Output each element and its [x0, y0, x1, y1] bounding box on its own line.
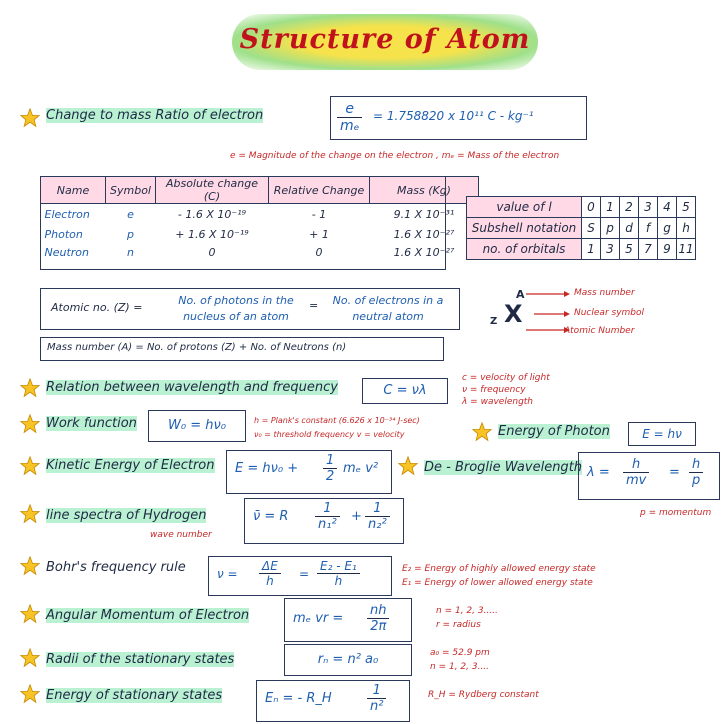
wave-number-note: wave number	[150, 530, 212, 540]
table-header: Relative Change	[268, 177, 369, 204]
table-cell: 1	[582, 239, 601, 260]
table-header: Absolute change (C)	[155, 177, 268, 204]
table-cell: 9	[658, 239, 677, 260]
charge-mass-box	[330, 96, 587, 140]
radii-label: Radii of the stationary states	[46, 652, 235, 667]
table-cell: 4	[658, 197, 677, 218]
table-header: Symbol	[106, 177, 156, 204]
kinetic-formula: E = hν₀ + $\frac{1}{2}$ mₑ v²	[226, 450, 392, 494]
table-cell: e	[127, 208, 134, 222]
star-icon	[20, 108, 40, 128]
table-cell: Electron	[44, 208, 90, 222]
table-cell: p	[601, 218, 620, 239]
table-cell: Neutron	[44, 246, 90, 259]
table-cell: 0	[582, 197, 601, 218]
table-cell: 3	[601, 239, 620, 260]
angular-note-2: r = radius	[436, 620, 481, 630]
charge-mass-note: e = Magnitude of the change on the electron , mₑ = Mass of the electron	[230, 151, 560, 161]
momentum-note: p = momentum	[640, 508, 712, 518]
table-cell: 7	[639, 239, 658, 260]
table-cell: 1.6 X 10⁻²⁷	[393, 228, 455, 241]
table-cell: Subshell notation	[467, 218, 582, 239]
angular-note-1: n = 1, 2, 3.....	[436, 606, 498, 616]
table-cell: 5	[677, 197, 696, 218]
table-cell: d	[620, 218, 639, 239]
star-icon	[20, 504, 40, 524]
page-title: Structure of Atom	[232, 14, 538, 70]
broglie-label: De - Broglie Wavelength	[424, 460, 583, 475]
table-cell: S	[582, 218, 601, 239]
table-cell: p	[127, 228, 134, 241]
relation-notes: c = velocity of light ν = frequency λ = wavelength	[462, 373, 550, 407]
bohr-label: Bohr's frequency rule	[46, 560, 186, 575]
table-cell: 1	[601, 197, 620, 218]
star-icon	[20, 648, 40, 668]
table-cell: f	[639, 218, 658, 239]
table-header: Mass (Kg)	[369, 177, 478, 204]
atomic-sub: Z	[490, 316, 498, 327]
nuclear-symbol-note: Nuclear symbol	[574, 308, 645, 318]
star-icon	[20, 556, 40, 576]
table-cell: 1.6 X 10⁻²⁷	[393, 246, 455, 259]
charge-mass-fraction: $\frac{e}{\text{mₑ}}$	[337, 101, 362, 134]
table-cell: n	[127, 246, 134, 259]
charge-mass-value: = 1.758820 x 10¹¹ C - kg⁻¹	[373, 109, 534, 123]
table-cell: 5	[620, 239, 639, 260]
table-cell: 0	[208, 246, 216, 259]
particle-table-frame	[40, 176, 446, 270]
bohr-note-2: E₁ = Energy of lower allowed energy state	[402, 578, 593, 588]
table-cell: h	[677, 218, 696, 239]
table-header: Name	[41, 177, 106, 204]
table-cell: + 1	[309, 228, 329, 241]
star-icon	[20, 378, 40, 398]
relation-formula: C = νλ	[362, 378, 448, 404]
table-cell: 9.1 X 10⁻³¹	[393, 208, 455, 222]
table-cell: Photon	[44, 228, 83, 241]
table-cell: - 1	[311, 208, 327, 222]
table-cell: 11	[677, 239, 696, 260]
atomic-number-box	[40, 288, 460, 330]
radii-note-2: n = 1, 2, 3....	[430, 662, 490, 672]
charge-mass-label: Change to mass Ratio of electron	[46, 108, 264, 123]
table-cell: no. of orbitals	[467, 239, 582, 260]
mass-number-note: Mass number	[574, 288, 635, 298]
atomic-number-part1: No. of photons in the nucleus of an atom	[178, 294, 294, 323]
broglie-formula: λ = $\frac{h}{mv}$ = $\frac{h}{p}$	[578, 452, 720, 500]
radii-formula: rₙ = n² a₀	[284, 644, 412, 676]
work-formula: W₀ = hν₀	[148, 410, 246, 442]
angular-formula: mₑ vr = $\frac{nh}{2\pi}$	[284, 598, 412, 642]
nuclear-symbol-diagram	[488, 282, 658, 338]
mass-number-text: Mass number (A) = No. of protons (Z) + No. of Neutrons (n)	[47, 342, 347, 353]
bohr-note-1: E₂ = Energy of highly allowed energy state	[402, 564, 596, 574]
table-cell: 3	[639, 197, 658, 218]
kinetic-label: Kinetic Energy of Electron	[46, 458, 215, 473]
star-icon	[398, 456, 418, 476]
table-cell: g	[658, 218, 677, 239]
table-cell: value of l	[467, 197, 582, 218]
atomic-number-note: Atomic Number	[564, 326, 635, 336]
star-icon	[20, 414, 40, 434]
atomic-number-part2: No. of electrons in a neutral atom	[332, 294, 444, 323]
angular-label: Angular Momentum of Electron	[46, 608, 250, 623]
atomic-number-label: Atomic no. (Z) =	[51, 301, 143, 314]
star-icon	[472, 422, 492, 442]
table-cell: + 1.6 X 10⁻¹⁹	[175, 228, 249, 241]
mass-sup: A	[516, 288, 525, 301]
atomic-number-eq: =	[309, 299, 319, 312]
energy-label: Energy of stationary states	[46, 688, 223, 703]
relation-label: Relation between wavelength and frequency	[46, 380, 338, 395]
bohr-formula: ν = $\frac{\Delta E}{h}$ = $\frac{\text{E₂ - E₁}}{h}$	[208, 556, 392, 596]
photon-label: Energy of Photon	[498, 424, 610, 439]
star-icon	[20, 456, 40, 476]
star-icon	[20, 604, 40, 624]
work-note-2: ν₀ = threshold frequency v = velocity	[254, 430, 405, 439]
mass-number-box	[40, 337, 444, 361]
work-note-1: h = Plank's constant (6.626 x 10⁻³⁴ J-sec)	[254, 416, 420, 425]
orbital-table	[466, 196, 696, 260]
line-spectra-formula: ν̄ = R $\frac{1}{\text{n₁²}}$ + $\frac{1}{\text{n₂²}}$	[244, 498, 404, 544]
table-cell: 2	[620, 197, 639, 218]
nuclear-symbol-x: X	[504, 300, 523, 328]
star-icon	[20, 684, 40, 704]
photon-formula: E = hν	[628, 422, 696, 446]
table-cell: - 1.6 X 10⁻¹⁹	[177, 208, 247, 222]
table-cell: 0	[315, 246, 323, 259]
rydberg-note: R_H = Rydberg constant	[428, 690, 539, 700]
radii-note-1: a₀ = 52.9 pm	[430, 648, 490, 658]
work-label: Work function	[46, 416, 137, 431]
line-spectra-label: line spectra of Hydrogen	[46, 508, 207, 523]
energy-formula: Eₙ = - R_H $\frac{1}{\text{n²}}$	[256, 680, 410, 722]
